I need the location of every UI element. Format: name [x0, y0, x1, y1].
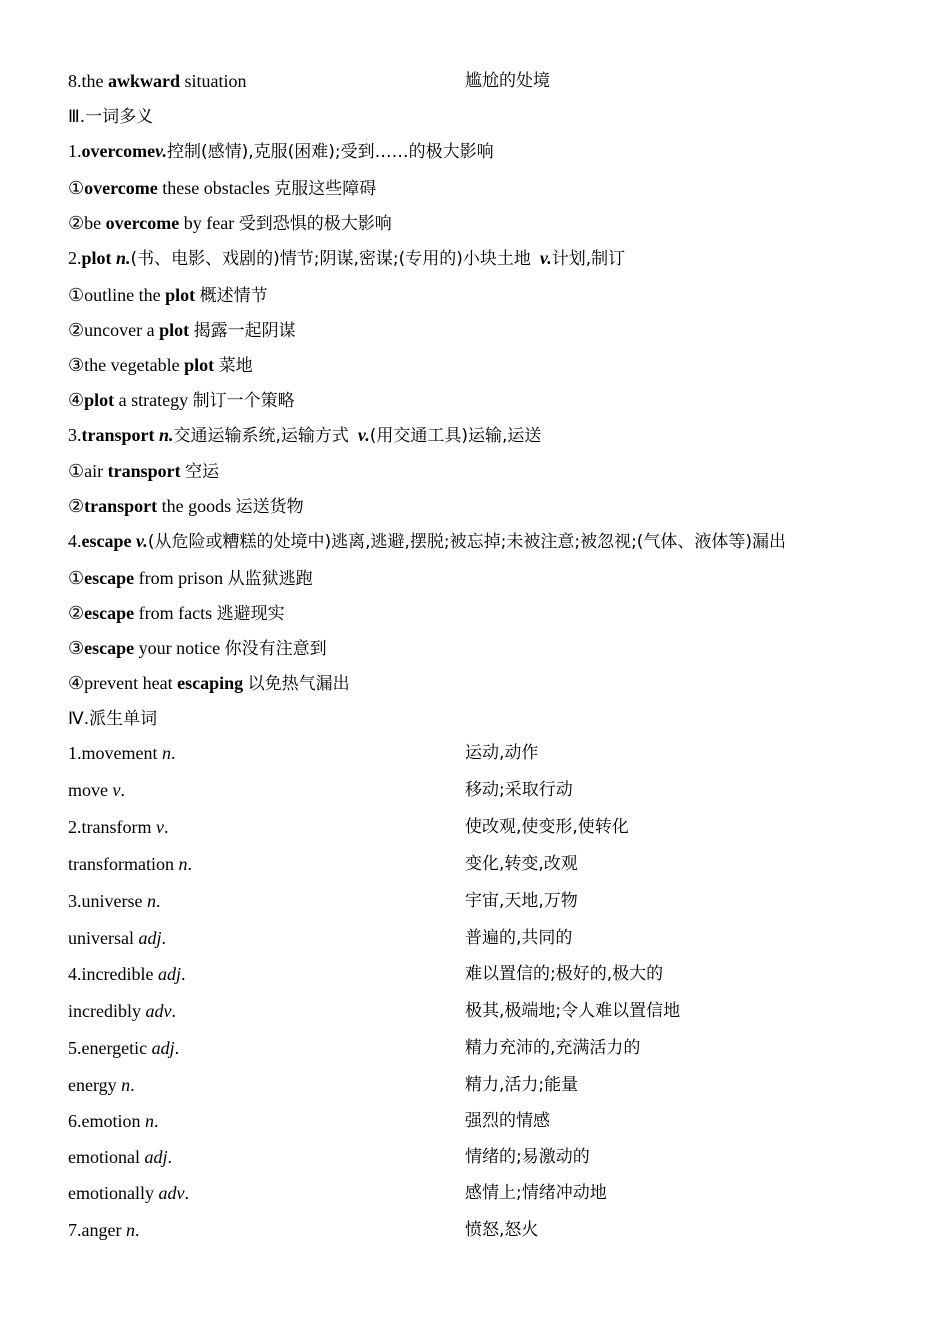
text-fragment: 控制(感情),克服(困难);受到……的极大影响: [166, 142, 494, 162]
text-fragment: adj: [157, 964, 181, 984]
derivative-word: [68, 1073, 135, 1097]
example-item: [68, 566, 313, 591]
text-fragment: v.: [135, 531, 148, 551]
text-fragment: ②: [68, 320, 85, 340]
text-fragment: 概述情节: [199, 286, 268, 306]
derivative-word: [68, 999, 176, 1023]
text-fragment: n: [146, 891, 156, 911]
text-fragment: .: [120, 780, 125, 800]
text-fragment: 计划,制订: [551, 249, 626, 269]
text-fragment: these obstacles: [157, 178, 275, 198]
text-fragment: universal: [68, 928, 139, 948]
text-fragment: [531, 248, 540, 268]
keyword: plot: [81, 248, 112, 268]
text-fragment: .: [167, 1147, 172, 1167]
text-fragment: 揭露一起阴谋: [193, 321, 296, 341]
text-fragment: v.: [155, 141, 167, 161]
derivative-translation: 普遍的,共同的: [465, 928, 573, 948]
text-fragment: a strategy: [114, 390, 193, 410]
example-item: [68, 459, 219, 484]
keyword: escape: [84, 603, 135, 623]
text-fragment: outline the: [84, 285, 166, 305]
derivative-translation: 使改观,使变形,使转化: [465, 817, 629, 837]
text-fragment: from facts: [134, 603, 217, 623]
text-fragment: 受到恐惧的极大影响: [238, 214, 392, 234]
example-item: [68, 601, 285, 626]
example-item: [68, 636, 327, 661]
text-fragment: 2.transform: [68, 817, 156, 837]
keyword: transport: [84, 496, 158, 516]
keyword: plot: [159, 320, 190, 340]
text-fragment: 逃避现实: [216, 604, 285, 624]
text-fragment: your notice: [134, 638, 225, 658]
derivative-translation: 难以置信的;极好的,极大的: [465, 964, 664, 984]
text-fragment: Ⅳ.派生单词: [68, 709, 158, 729]
derivative-translation: 变化,转变,改观: [465, 854, 578, 874]
keyword: overcome: [105, 213, 180, 233]
text-fragment: adj: [138, 928, 162, 948]
text-fragment: .: [170, 743, 176, 763]
keyword: escaping: [177, 673, 244, 693]
text-fragment: 你没有注意到: [224, 639, 327, 659]
text-fragment: move: [68, 780, 113, 800]
entry-head-overcome: [68, 139, 494, 164]
text-fragment: 8.the: [68, 71, 108, 91]
text-fragment: 4.: [68, 531, 82, 551]
text-fragment: .: [163, 817, 169, 837]
text-fragment: ②: [68, 213, 85, 233]
text-fragment: .: [161, 928, 166, 948]
text-fragment: .: [154, 1111, 159, 1131]
text-fragment: ①: [68, 285, 85, 305]
derivative-word: [68, 962, 185, 986]
derivative-word: [68, 889, 160, 913]
keyword: transport: [81, 425, 155, 445]
keyword: awkward: [108, 71, 181, 91]
text-fragment: energy: [68, 1075, 122, 1095]
text-fragment: adv: [158, 1183, 185, 1203]
example-item: [68, 671, 350, 696]
text-fragment: 3.universe: [68, 891, 147, 911]
text-fragment: 从监狱逃跑: [227, 569, 313, 589]
text-fragment: .: [180, 964, 186, 984]
text-fragment: by fear: [179, 213, 239, 233]
section-title-polysemy: [68, 104, 153, 129]
example-item: [68, 318, 296, 343]
text-fragment: 运送货物: [235, 497, 304, 517]
text-fragment: ①: [68, 178, 85, 198]
text-fragment: n.: [159, 425, 174, 445]
text-fragment: emotional: [68, 1147, 145, 1167]
keyword: transport: [107, 461, 181, 481]
text-fragment: 制订一个策略: [192, 391, 295, 411]
text-fragment: ③: [68, 638, 85, 658]
keyword: escape: [84, 568, 135, 588]
derivative-translation: 精力,活力;能量: [465, 1075, 579, 1095]
example-item: [68, 283, 268, 308]
text-fragment: adv: [145, 1001, 172, 1021]
keyword: plot: [84, 390, 115, 410]
derivative-translation: 移动;采取行动: [465, 780, 573, 800]
keyword: [116, 248, 131, 268]
text-fragment: 4.incredible: [68, 964, 158, 984]
text-fragment: be: [84, 213, 106, 233]
text-fragment: 1.movement: [68, 743, 162, 763]
keyword: plot: [165, 285, 196, 305]
text-fragment: adj: [144, 1147, 168, 1167]
example-item: [68, 353, 253, 378]
derivative-word: [68, 852, 192, 876]
keyword: escape: [81, 531, 132, 551]
text-fragment: 2.: [68, 248, 82, 268]
text-fragment: Ⅲ.一词多义: [68, 107, 154, 127]
text-fragment: air: [84, 461, 108, 481]
keyword: escape: [84, 638, 135, 658]
text-fragment: n: [178, 854, 188, 874]
text-fragment: n.: [116, 248, 131, 268]
derivative-translation: 极其,极端地;令人难以置信地: [465, 1001, 681, 1021]
text-fragment: ③: [68, 355, 85, 375]
text-fragment: n: [145, 1111, 154, 1131]
keyword: overcome: [81, 141, 156, 161]
phrase-item-8-translation: 尴尬的处境: [465, 71, 550, 91]
derivative-word: [68, 1109, 159, 1133]
keyword: [136, 531, 148, 551]
example-item: [68, 211, 392, 236]
keyword: [358, 425, 370, 445]
derivative-word: [68, 1181, 189, 1205]
text-fragment: [349, 425, 358, 445]
text-fragment: adj: [151, 1038, 175, 1058]
phrase-item-8: [68, 69, 247, 93]
keyword: [540, 248, 552, 268]
text-fragment: 3.: [68, 425, 82, 445]
text-fragment: 6.emotion: [68, 1111, 145, 1131]
text-fragment: n: [161, 743, 171, 763]
text-fragment: 菜地: [218, 356, 253, 376]
text-fragment: .: [187, 854, 192, 874]
text-fragment: 1.: [68, 141, 82, 161]
text-fragment: the goods: [157, 496, 236, 516]
keyword: overcome: [84, 178, 158, 198]
keyword: plot: [184, 355, 215, 375]
text-fragment: v.: [539, 248, 552, 268]
text-fragment: 5.energetic: [68, 1038, 152, 1058]
text-fragment: .: [171, 1001, 176, 1021]
text-fragment: 以免热气漏出: [247, 674, 350, 694]
text-fragment: .: [130, 1075, 135, 1095]
text-fragment: from prison: [134, 568, 228, 588]
text-fragment: .: [134, 1220, 140, 1240]
derivative-word: [68, 1218, 139, 1242]
text-fragment: .: [174, 1038, 180, 1058]
text-fragment: .: [184, 1183, 189, 1203]
entry-head-transport: [68, 423, 541, 448]
text-fragment: v.: [357, 425, 370, 445]
text-fragment: (书、电影、戏剧的)情节;阴谋,密谋;(专用的)小块土地: [130, 249, 531, 269]
derivative-translation: 愤怒,怒火: [465, 1220, 539, 1240]
derivative-translation: 强烈的情感: [465, 1111, 550, 1131]
text-fragment: v: [112, 780, 121, 800]
derivative-translation: 运动,动作: [465, 743, 539, 763]
text-fragment: the vegetable: [84, 355, 185, 375]
text-fragment: ②: [68, 496, 85, 516]
text-fragment: ②: [68, 603, 85, 623]
entry-head-plot: [68, 246, 625, 271]
text-fragment: 克服这些障碍: [274, 179, 377, 199]
entry-head-escape: [68, 529, 786, 554]
text-fragment: ①: [68, 461, 85, 481]
derivative-translation: 感情上;情绪冲动地: [465, 1183, 607, 1203]
derivative-translation: 宇宙,天地,万物: [465, 891, 578, 911]
keyword: [159, 425, 174, 445]
derivative-translation: 精力充沛的,充满活力的: [465, 1038, 641, 1058]
text-fragment: ①: [68, 568, 85, 588]
derivative-word: [68, 926, 166, 950]
text-fragment: .: [155, 891, 161, 911]
text-fragment: (用交通工具)运输,运送: [369, 426, 542, 446]
text-fragment: transformation: [68, 854, 179, 874]
text-fragment: situation: [180, 71, 247, 91]
text-fragment: prevent heat: [84, 673, 178, 693]
example-item: [68, 388, 295, 413]
derivative-word: [68, 778, 125, 802]
derivative-word: [68, 815, 168, 839]
text-fragment: 交通运输系统,运输方式: [173, 426, 349, 446]
text-fragment: (从危险或糟糕的处境中)逃离,逃避,摆脱;被忘掉;未被注意;被忽视;(气体、液体等)漏出: [147, 532, 787, 552]
derivative-translation: 情绪的;易激动的: [465, 1147, 590, 1167]
text-fragment: n: [125, 1220, 135, 1240]
example-item: [68, 176, 376, 201]
derivative-word: [68, 1036, 179, 1060]
example-item: [68, 494, 304, 519]
text-fragment: emotionally: [68, 1183, 159, 1203]
text-fragment: 7.anger: [68, 1220, 126, 1240]
text-fragment: ④: [68, 390, 85, 410]
text-fragment: v: [155, 817, 164, 837]
derivative-word: [68, 741, 175, 765]
text-fragment: uncover a: [84, 320, 160, 340]
text-fragment: incredibly: [68, 1001, 146, 1021]
text-fragment: n: [121, 1075, 131, 1095]
text-fragment: ④: [68, 673, 85, 693]
keyword: [155, 141, 167, 161]
section-title-derivatives: [68, 706, 157, 731]
text-fragment: 空运: [185, 462, 220, 482]
derivative-word: [68, 1145, 172, 1169]
